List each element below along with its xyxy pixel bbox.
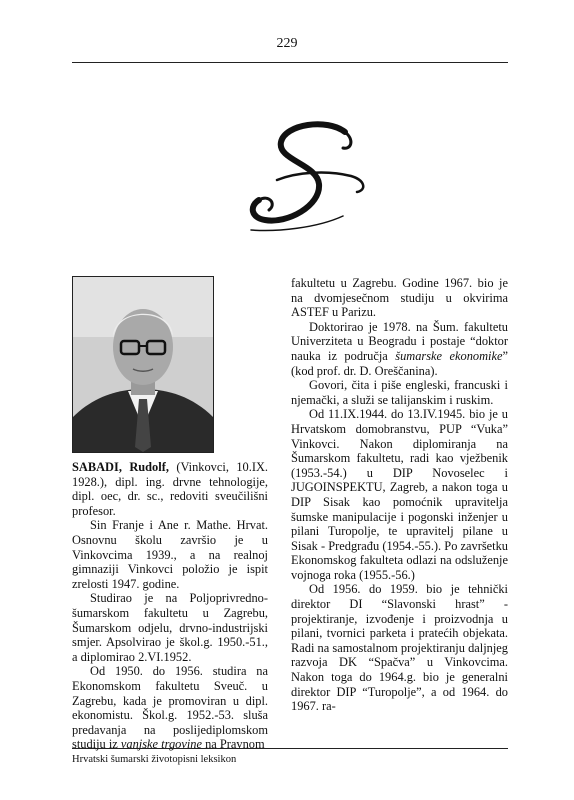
paragraph-economics-italic: vanjske trgovine <box>120 737 202 752</box>
paragraph-doctorate <box>291 320 508 378</box>
page-number: 229 <box>276 36 298 51</box>
header-rule <box>72 62 508 63</box>
paragraph-career: Od 11.IX.1944. do 13.IV.1945. bio je u Hrvatskom domobranstvu, PUP “Vuka” Vinkovci. Nakon diplomiranja na Šumarskom fakultetu, radi kao vježbenik (1953.-54.) u DIP Novoselec i JUGOINSPEKTU, Zagreb, a nakon toga u DIP Sisak kao pomoćnik upravitelja šumske manipulacije i pogonski inženjer u pilani Turopolje, te upravitelj pilane u Sisak - Predgrađu (1954.-55.). Po završetku Ekonomskog fakulteta odlazi na odsluženje vojnoga roka (1955.-56.) <box>291 407 508 582</box>
entry-intro-text: (Vinkovci, 10.IX. 1928.), dipl. ing. drvne tehnologije, dipl. oec, dr. sc., redoviti sveučilišni profesor. <box>72 460 268 518</box>
paragraph-doctorate-italic: šumarske ekonomike <box>395 348 503 363</box>
paragraph-studies: Studirao je na Poljoprivredno-šumarskom fakultetu u Zagrebu, Šumarskom odjelu, drvno-industrijski smjer. Apsolvirao je škol.g. 1950.-51., a diplomirao 2.VI.1952. <box>72 591 268 664</box>
paragraph-languages: Govori, čita i piše engleski, francuski i njemački, a služi se talijanskim i ruskim. <box>291 378 508 407</box>
paragraph-doctorate-end: ” (kod prof. dr. D. Oreščanina). <box>291 348 508 378</box>
paragraph-doctorate-text: Doktorirao je 1978. na Šum. fakultetu Univerziteta u Beogradu i postaje “doktor nauka iz područja <box>291 319 508 363</box>
portrait-photo <box>72 276 214 453</box>
paragraph-director: Od 1956. do 1959. bio je tehnički direktor DI “Slavonski hrast” - projektiranje, izvođenje i proizvodnja u pilani, tvornici parketa i pratećih objekata. Radi na samostalnom projektiranju daljnjeg razvoja DK “Spačva” u Vinkovcima. Nakon toga do 1964.g. bio je generalni direktor DIP “Turopolje”, a od 1964. do 1967. ra- <box>291 582 508 714</box>
paragraph-family: Sin Franje i Ane r. Mathe. Hrvat. Osnovnu školu završio je u Vinkovcima 1939., a na realnoj gimnaziji Vinkovci položio je ispit zrelosti 1947. godine. <box>72 518 268 591</box>
decorative-initial-s <box>247 120 373 240</box>
footer-rule <box>72 748 508 749</box>
right-column <box>291 276 508 714</box>
entry-headword: SABADI, Rudolf, <box>72 460 169 474</box>
paragraph-economics-text: Od 1950. do 1956. studira na Ekonomskom fakultetu Sveuč. u Zagrebu, kada je promoviran u dipl. ekonomistu. Škol.g. 1952.-53. sluša predavanja na poslijediplomskom studiju iz <box>72 664 268 752</box>
left-column <box>72 460 268 752</box>
paragraph-paris: fakultetu u Zagrebu. Godine 1967. bio je na dvomjesečnom studiju u okvirima ASTEF u Parizu. <box>291 276 508 320</box>
footer-title: Hrvatski šumarski životopisni leksikon <box>72 754 237 765</box>
entry-intro <box>72 460 268 518</box>
paragraph-economics-end: na Pravnom <box>205 737 265 752</box>
paragraph-economics <box>72 664 268 752</box>
